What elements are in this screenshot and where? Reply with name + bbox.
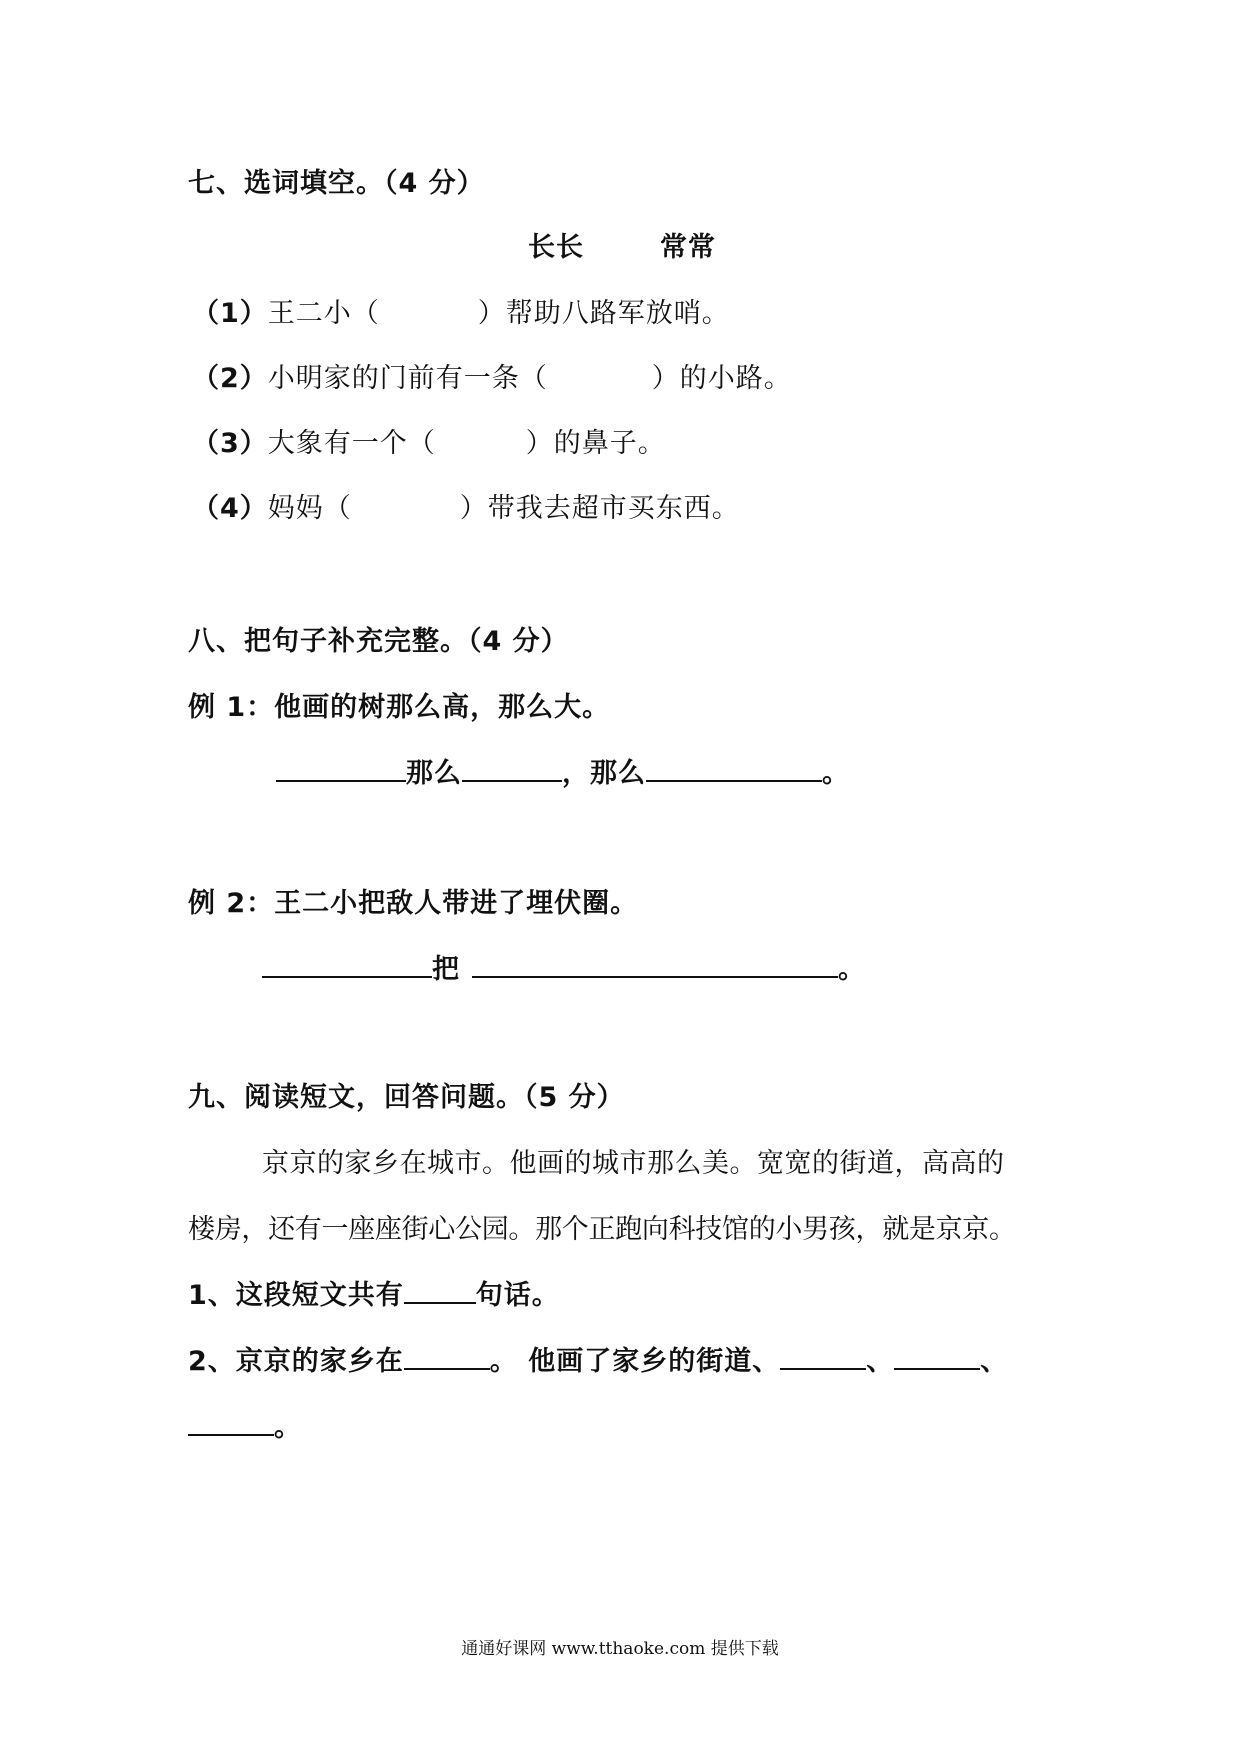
blank-adjective-1[interactable] — [462, 756, 562, 782]
line-end: 。 — [838, 954, 866, 985]
example-2: 例 2：王二小把敌人带进了埋伏圈。 — [188, 888, 639, 919]
section7-heading: 七、选词填空。（4 分） — [188, 168, 485, 199]
question-2-mid: 。 他画了家乡的街道、 — [489, 1346, 781, 1377]
item-number: （1） — [192, 298, 268, 329]
section8-heading: 八、把句子补充完整。（4 分） — [188, 626, 569, 657]
separator: 、 — [866, 1346, 895, 1377]
blank-predicate[interactable] — [472, 952, 838, 978]
example-2-answer-line — [262, 952, 866, 988]
item-text-pre: 大象有一个（ — [267, 428, 436, 459]
word-option-1: 长长 — [528, 232, 584, 263]
fill-item-3 — [192, 426, 666, 462]
word-ba: 把 — [432, 954, 460, 985]
blank-subject[interactable] — [262, 952, 432, 978]
item-text-pre: 妈妈（ — [267, 493, 352, 524]
separator: 、 — [980, 1346, 1009, 1377]
item-text-post: ）的鼻子。 — [525, 428, 666, 459]
word-namo-1: 那么 — [406, 758, 462, 789]
example-1: 例 1：他画的树那么高，那么大。 — [188, 692, 611, 723]
line-end: 。 — [274, 1412, 302, 1443]
item-text-post: ）带我去超市买东西。 — [459, 493, 740, 524]
line-end: 。 — [822, 758, 850, 789]
word-option-2: 常常 — [660, 232, 716, 263]
item-text-pre: 小明家的门前有一条（ — [267, 363, 548, 394]
fill-item-4 — [192, 491, 740, 527]
question-1 — [188, 1278, 560, 1314]
page-footer: 通通好课网 www.tthaoke.com 提供下载 — [461, 1639, 779, 1659]
item-number: （3） — [192, 428, 268, 459]
item-text-post: ）的小路。 — [651, 363, 792, 394]
passage-line-1: 京京的家乡在城市。他画的城市那么美。宽宽的街道，高高的 — [262, 1148, 1005, 1179]
question-1-end: 句话。 — [475, 1280, 560, 1311]
word-namo-2: ，那么 — [562, 758, 646, 789]
question-2-continued — [188, 1410, 302, 1446]
item-number: （4） — [192, 493, 268, 524]
fill-item-2 — [192, 361, 792, 397]
question-2 — [188, 1344, 1008, 1380]
blank-hometown[interactable] — [404, 1344, 490, 1370]
blank-item-1[interactable] — [780, 1344, 866, 1370]
question-2-text: 2、京京的家乡在 — [188, 1346, 404, 1377]
fill-item-1 — [192, 296, 730, 332]
item-text-post: ）帮助八路军放哨。 — [477, 298, 730, 329]
blank-item-2[interactable] — [894, 1344, 980, 1370]
section9-heading: 九、阅读短文，回答问题。（5 分） — [188, 1082, 625, 1113]
blank-subject[interactable] — [276, 756, 406, 782]
question-1-text: 1、这段短文共有 — [188, 1280, 404, 1311]
example-1-answer-line — [276, 756, 850, 792]
item-number: （2） — [192, 363, 268, 394]
passage-line-2: 楼房，还有一座座街心公园。那个正跑向科技馆的小男孩，就是京京。 — [188, 1214, 1016, 1245]
blank-item-3[interactable] — [188, 1410, 274, 1436]
item-text-pre: 王二小（ — [267, 298, 380, 329]
blank-adjective-2[interactable] — [646, 756, 822, 782]
blank-sentence-count[interactable] — [404, 1278, 476, 1304]
